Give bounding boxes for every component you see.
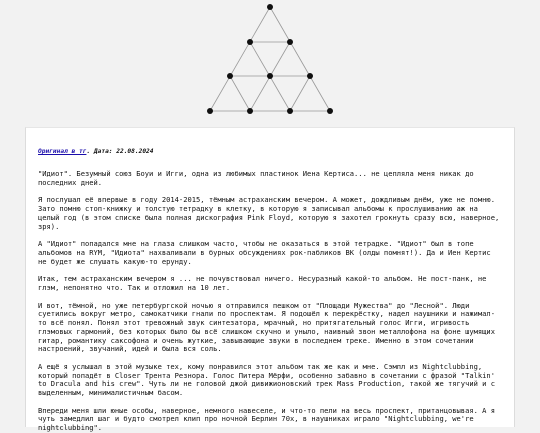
paragraph-6: А ещё я услышал в этой музыке тех, кому понравился этот альбом так же как и мне. Сэмпл из Nightclubbing, который попадёт в Closer Трента Резнора. Голос Питера Мёрфи, особенно забавно в сочетании с фразой "Talkin' to Dracula and his crew". Чуть ли не головой джой дивижионовский трек Mass Production, такой же тягучий и с выделенным, минималистичным басом. — [38, 361, 500, 398]
article-meta — [38, 148, 502, 156]
paragraph-3: А "Идиот" попадался мне на глаза слишком часто, чтобы не оказаться в этой тетрадке. "Идиот" был в топе альбомов на RYM, "Идиота" нахваливали в бурных обсуждениях рок-пабликов ВК (олды помнят!). Да и Иен Кертис не будет же слушать какую-то ерунду. — [38, 239, 495, 266]
paragraph-1: "Идиот". Безумный союз Боуи и Игги, одна из любимых пластинок Иена Кертиса... не цепляла меня никак до последних дней. — [38, 169, 478, 187]
original-telegram-link[interactable]: Оригинал в тг — [38, 148, 87, 155]
article-body — [25, 127, 515, 433]
paragraph-5: И вот, тёмной, но уже петербургской ночью я отправился пешком от "Площади Мужества" до "Лесной". Люди суетились вокруг метро, самокатчики гнали по проспектам. Я подошёл к перекрёстку, надел наушники и нажимал-то всё понял. Понял этот тревожный звук синтезатора, мрачный, но притягательный голос Игги, игривость глэмовых гармоний, без которых было бы всё слишком скучно и уныло, наивный звон металлофона на фоне шумящих гитар, романтику саксофона и очень жуткие, завывающие звуки в последнем треке. Именно в этом сочетании настроений, звучаний, идей и была вся соль. — [38, 300, 500, 354]
logo-grid-lines — [210, 7, 330, 111]
triangle-dots-logo — [200, 0, 340, 122]
logo-dots — [207, 4, 333, 114]
publish-date: . Дата: 22.08.2024 — [86, 148, 154, 155]
paragraph-4: Итак, тем астраханским вечером я ... не почувствовал ничего. Несуразный какой-то альбом. Не пост-панк, не глэм, непонятно что. Так и отложил на 10 лет. — [38, 274, 491, 293]
paragraph-2: Я послушал её впервые в году 2014-2015, тёмным астраханским вечером. А может, дождливым днём, уже не помню. Зато помню стоп-книжку и толстую тетрадку в клетку, в которую я записывал альбомы к прослушиванию аж на целый год (в этом списке была полная дискография Pink Floyd, которую я захотел грокнуть сразу всю, наверное, зря). — [38, 195, 504, 231]
paragraph-7: Впереди меня шли юные особы, наверное, немного навеселе, и что-то пели на весь проспект, пританцовывая. А я чуть замедлил шаг и будто смотрел клип про ночной Берлин 70х, в наушниках играло "Nightclubbing, we're nightclubbing". — [38, 405, 500, 433]
